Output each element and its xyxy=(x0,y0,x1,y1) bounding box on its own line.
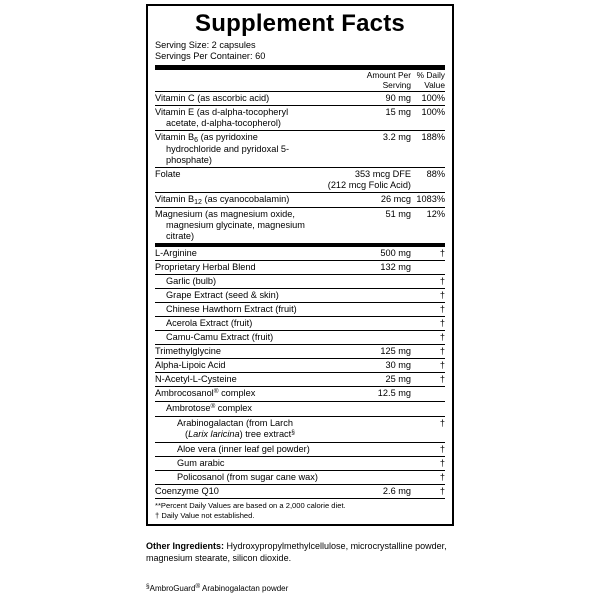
ingredient-name xyxy=(155,402,333,417)
nutrient-amount: 26 mcg xyxy=(328,193,411,208)
ingredient-dv: † xyxy=(411,471,445,485)
table-row xyxy=(155,168,445,193)
ingredient-amount xyxy=(333,303,411,317)
ingredient-amount xyxy=(333,402,411,417)
nutrient-dv: 88% xyxy=(411,168,445,193)
nutrient-amount xyxy=(328,168,411,193)
nutrient-amount: 51 mg xyxy=(328,208,411,244)
header-amount-per-serving xyxy=(328,70,411,92)
ingredient-amount xyxy=(333,457,411,471)
ingredient-amount xyxy=(333,417,411,443)
ingredient-amount: 125 mg xyxy=(333,345,411,359)
ambrocosanol-suffix: complex xyxy=(218,388,256,398)
folate-amount-line1: 353 mcg DFE xyxy=(354,169,411,179)
table-row xyxy=(155,193,445,208)
ingredient-dv: † xyxy=(411,247,445,261)
ingredient-amount xyxy=(333,275,411,289)
ambroguard-suffix: Arabinogalactan powder xyxy=(200,584,289,593)
ingredient-name xyxy=(155,387,333,402)
table-row xyxy=(155,208,445,244)
magnesium-line2: magnesium glycinate, magnesium citrate) xyxy=(166,220,305,241)
ingredient-label: Garlic (bulb) xyxy=(166,276,217,286)
registered-icon: ® xyxy=(210,403,216,410)
ingredient-dv: † xyxy=(411,457,445,471)
ingredient-label: Acerola Extract (fruit) xyxy=(166,318,253,328)
table-row xyxy=(155,402,445,417)
ingredient-dv: † xyxy=(411,443,445,457)
ingredient-dv: † xyxy=(411,331,445,345)
table-row xyxy=(155,261,445,275)
ingredient-name xyxy=(155,331,333,345)
other-ingredients xyxy=(146,541,466,564)
table-row xyxy=(155,289,445,303)
vitamin-b12-subscript: 12 xyxy=(194,199,202,206)
section-marker-icon: § xyxy=(291,429,295,436)
registered-icon: ® xyxy=(213,388,219,395)
ingredient-name: Coenzyme Q10 xyxy=(155,485,333,499)
ingredient-amount xyxy=(333,289,411,303)
ambroguard-note xyxy=(146,584,288,595)
ingredient-amount xyxy=(333,317,411,331)
ingredient-dv: † xyxy=(411,289,445,303)
nutrient-dv: 100% xyxy=(411,106,445,131)
ambrotose-label: Ambrotose xyxy=(166,403,211,413)
table-row xyxy=(155,331,445,345)
ingredient-amount: 500 mg xyxy=(333,247,411,261)
servings-per-container: Servings Per Container: 60 xyxy=(155,51,266,61)
vitamin-b12-post: (as cyanocobalamin) xyxy=(201,194,290,204)
header-dv-line1: % Daily xyxy=(416,70,445,80)
ingredient-name xyxy=(155,303,333,317)
ambroguard-name: AmbroGuard xyxy=(149,584,196,593)
nutrient-name xyxy=(155,131,328,168)
ingredient-dv: † xyxy=(411,417,445,443)
ingredient-name: Trimethylglycine xyxy=(155,345,333,359)
table-row xyxy=(155,275,445,289)
page-title: Supplement Facts xyxy=(195,10,405,37)
ingredient-name xyxy=(155,471,333,485)
footnotes xyxy=(155,499,445,520)
ingredient-amount: 132 mg xyxy=(333,261,411,275)
table-row xyxy=(155,247,445,261)
ingredient-name: L-Arginine xyxy=(155,247,333,261)
table-row xyxy=(155,417,445,443)
vitamin-b6-line2: hydrochloride and pyridoxal 5-phosphate) xyxy=(166,144,290,165)
ingredient-amount: 30 mg xyxy=(333,359,411,373)
supplement-facts-panel xyxy=(146,4,454,526)
ingredient-label: Chinese Hawthorn Extract (fruit) xyxy=(166,304,297,314)
ingredient-dv: † xyxy=(411,345,445,359)
table-row xyxy=(155,443,445,457)
vitamin-b6-post: (as pyridoxine xyxy=(198,132,258,142)
table-row xyxy=(155,387,445,402)
section-marker-icon: § xyxy=(146,583,150,590)
vitamin-b6-subscript: 6 xyxy=(194,137,199,144)
nutrient-dv: 12% xyxy=(411,208,445,244)
ingredient-amount: 12.5 mg xyxy=(333,387,411,402)
table-row xyxy=(155,317,445,331)
ingredient-dv: † xyxy=(411,359,445,373)
ingredient-dv: † xyxy=(411,303,445,317)
other-ingredients-text: Hydroxypropylmethylcellulose, microcrystalline powder, magnesium stearate, silicon dioxide. xyxy=(146,541,447,563)
nutrition-table xyxy=(155,70,445,244)
table-row xyxy=(155,359,445,373)
ingredient-dv xyxy=(411,387,445,402)
ingredient-label: Gum arabic xyxy=(177,458,225,468)
nutrient-dv: 188% xyxy=(411,131,445,168)
nutrient-amount: 15 mg xyxy=(328,106,411,131)
ingredient-amount xyxy=(333,331,411,345)
nutrient-name: Vitamin C (as ascorbic acid) xyxy=(155,92,328,106)
vitamin-b12-pre: Vitamin B xyxy=(155,194,195,204)
header-blank xyxy=(155,70,328,92)
header-dv-line2: Value xyxy=(424,79,445,90)
table-row xyxy=(155,131,445,168)
ingredient-amount: 2.6 mg xyxy=(333,485,411,499)
ingredient-dv: † xyxy=(411,317,445,331)
footnote-dagger: † Daily Value not established. xyxy=(155,510,255,520)
nutrient-name xyxy=(155,193,328,208)
ingredient-dv xyxy=(411,402,445,417)
nutrient-name xyxy=(155,208,328,244)
ambrotose-suffix: complex xyxy=(215,403,252,413)
nutrient-amount: 90 mg xyxy=(328,92,411,106)
nutrient-name: Folate xyxy=(155,168,328,193)
serving-size: Serving Size: 2 capsules xyxy=(155,40,256,50)
nutrient-amount: 3.2 mg xyxy=(328,131,411,168)
vitamin-e-line2: acetate, d-alpha-tocopherol) xyxy=(166,118,281,128)
header-amount-line1: Amount Per xyxy=(366,70,411,80)
nutrient-name xyxy=(155,106,328,131)
ingredient-name xyxy=(155,317,333,331)
ambrocosanol-label: Ambrocosanol xyxy=(155,388,214,398)
ingredient-label: Camu-Camu Extract (fruit) xyxy=(166,332,274,342)
table-row xyxy=(155,106,445,131)
other-ingredients-label: Other Ingredients: xyxy=(146,541,225,551)
ingredient-label: Policosanol (from sugar cane wax) xyxy=(177,472,318,482)
table-row xyxy=(155,471,445,485)
arabinogalactan-line2: (Larix laricina) tree extract§ xyxy=(185,429,295,439)
ingredient-dv: † xyxy=(411,373,445,387)
ingredient-name xyxy=(155,443,333,457)
ingredient-name: N-Acetyl-L-Cysteine xyxy=(155,373,333,387)
table-header-row xyxy=(155,70,445,92)
footnote-daily-values: **Percent Daily Values are based on a 2,000 calorie diet. xyxy=(155,501,346,510)
nutrient-dv: 100% xyxy=(411,92,445,106)
ingredient-name: Alpha-Lipoic Acid xyxy=(155,359,333,373)
table-row xyxy=(155,345,445,359)
registered-icon: ® xyxy=(195,583,201,590)
ingredient-dv: † xyxy=(411,275,445,289)
species-name: Larix laricina xyxy=(188,429,240,439)
vitamin-e-line1: Vitamin E (as d-alpha-tocopheryl xyxy=(155,107,289,117)
ingredient-name xyxy=(155,417,333,443)
arabinogalactan-line1: Arabinogalactan (from Larch xyxy=(177,418,293,428)
ingredient-amount: 25 mg xyxy=(333,373,411,387)
ingredient-label: Grape Extract (seed & skin) xyxy=(166,290,279,300)
table-row xyxy=(155,457,445,471)
ingredient-dv xyxy=(411,261,445,275)
table-row xyxy=(155,92,445,106)
ingredient-name: Proprietary Herbal Blend xyxy=(155,261,333,275)
vitamin-b6-pre: Vitamin B xyxy=(155,132,195,142)
header-daily-value xyxy=(411,70,445,92)
table-row xyxy=(155,303,445,317)
table-row xyxy=(155,373,445,387)
ingredient-amount xyxy=(333,471,411,485)
ingredient-name xyxy=(155,275,333,289)
table-row xyxy=(155,485,445,499)
magnesium-line1: Magnesium (as magnesium oxide, xyxy=(155,209,295,219)
ingredient-label: Aloe vera (inner leaf gel powder) xyxy=(177,444,310,454)
folate-amount-line2: (212 mcg Folic Acid) xyxy=(327,180,411,190)
ingredients-table xyxy=(155,247,445,499)
ingredient-amount xyxy=(333,443,411,457)
header-amount-line2: Serving xyxy=(382,79,411,90)
ingredient-name xyxy=(155,289,333,303)
ingredient-name xyxy=(155,457,333,471)
nutrient-dv: 1083% xyxy=(411,193,445,208)
ingredient-dv: † xyxy=(411,485,445,499)
